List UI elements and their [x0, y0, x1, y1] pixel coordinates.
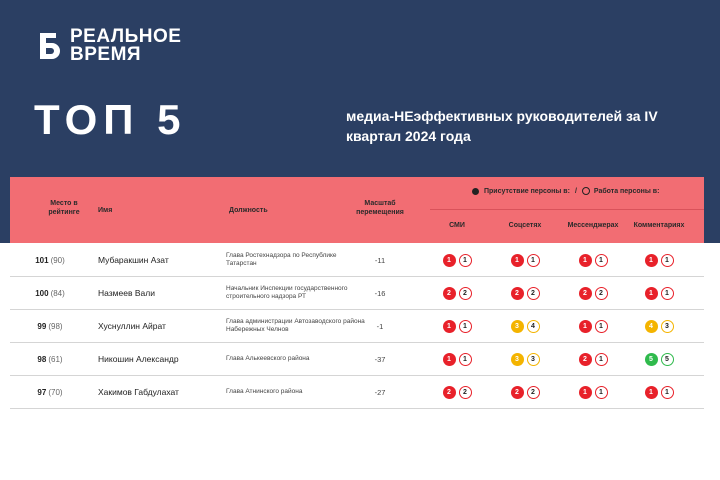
presence-badge: 1 — [645, 254, 658, 267]
col-header-scale: Масштаб перемещения — [356, 200, 404, 216]
work-badge: 1 — [595, 353, 608, 366]
presence-badge: 2 — [511, 386, 524, 399]
work-badge: 1 — [661, 287, 674, 300]
rank-value: 99 — [37, 321, 47, 331]
page-title: ТОП 5 — [34, 96, 187, 143]
person-position: Глава администрации Автозаводского района Набережных Челнов — [226, 318, 365, 333]
smi-cell — [422, 310, 492, 342]
presence-badge: 1 — [443, 353, 456, 366]
person-position: Глава Алькеевского района — [226, 355, 310, 362]
brand-logo-icon — [38, 29, 62, 63]
page-subtitle: медиа-НЕэффективных руководителей за IV квартал 2024 года — [346, 108, 658, 144]
person-name: Назмеев Вали — [98, 288, 155, 298]
presence-badge: 2 — [443, 287, 456, 300]
rank-previous: (61) — [48, 354, 63, 364]
presence-badge: 1 — [579, 386, 592, 399]
work-badge: 1 — [459, 254, 472, 267]
presence-badge: 4 — [645, 320, 658, 333]
presence-badge: 5 — [645, 353, 658, 366]
rank-value: 97 — [37, 387, 47, 397]
messengers-cell — [558, 376, 628, 408]
work-badge: 1 — [459, 320, 472, 333]
rank-cell — [10, 277, 90, 309]
scale-value: -1 — [376, 321, 384, 331]
presence-badge: 1 — [645, 287, 658, 300]
rank-previous: (70) — [48, 387, 63, 397]
rank-previous: (84) — [50, 288, 65, 298]
social-cell — [490, 310, 560, 342]
person-name: Хуснуллин Айрат — [98, 321, 166, 331]
table-row[interactable] — [10, 310, 704, 343]
work-badge: 3 — [527, 353, 540, 366]
work-badge: 1 — [595, 386, 608, 399]
rank-cell — [10, 343, 90, 375]
comments-cell — [624, 310, 694, 342]
smi-cell — [422, 343, 492, 375]
presence-badge: 1 — [443, 254, 456, 267]
smi-cell — [422, 376, 492, 408]
brand-line-2: ВРЕМЯ — [70, 44, 142, 65]
col-header-place: Место в рейтинге — [48, 200, 80, 216]
smi-cell — [422, 244, 492, 276]
presence-badge: 1 — [645, 386, 658, 399]
col-header-comments: Комментариях — [633, 222, 685, 229]
presence-badge: 3 — [511, 320, 524, 333]
comments-cell — [624, 244, 694, 276]
table-row[interactable] — [10, 244, 704, 277]
scale-value: -37 — [374, 354, 386, 364]
messengers-cell — [558, 310, 628, 342]
scale-value: -27 — [374, 387, 386, 397]
scale-value: -16 — [374, 288, 386, 298]
table-row[interactable] — [10, 376, 704, 409]
rank-cell — [10, 376, 90, 408]
brand-line-1: РЕАЛЬНОЕ — [70, 26, 182, 47]
empty-dot-icon — [582, 187, 590, 195]
legend-separator: / — [574, 187, 577, 195]
rank-value: 100 — [35, 288, 49, 298]
rank-value: 101 — [35, 255, 49, 265]
work-badge: 1 — [661, 386, 674, 399]
work-badge: 1 — [595, 320, 608, 333]
presence-badge: 2 — [443, 386, 456, 399]
presence-badge: 1 — [511, 254, 524, 267]
scale-value: -11 — [374, 255, 386, 265]
table-header — [10, 177, 704, 243]
social-cell — [490, 376, 560, 408]
presence-badge: 2 — [579, 353, 592, 366]
presence-badge: 1 — [579, 254, 592, 267]
person-position: Глава Ростехнадзора по Республике Татарстан — [226, 252, 337, 267]
person-name: Мубаракшин Азат — [98, 255, 169, 265]
presence-badge: 1 — [579, 320, 592, 333]
table-row[interactable] — [10, 343, 704, 376]
work-badge: 4 — [527, 320, 540, 333]
presence-badge: 1 — [443, 320, 456, 333]
presence-badge: 3 — [511, 353, 524, 366]
social-cell — [490, 277, 560, 309]
work-badge: 1 — [595, 254, 608, 267]
legend — [472, 187, 659, 195]
messengers-cell — [558, 343, 628, 375]
col-header-social: Соцсетях — [508, 222, 542, 229]
person-position: Начальник Инспекции государственного строительного надзора РТ — [226, 285, 348, 300]
col-header-messengers: Мессенджерах — [567, 222, 619, 229]
rank-cell — [10, 310, 90, 342]
person-name: Никошин Александр — [98, 354, 179, 364]
work-badge: 2 — [527, 386, 540, 399]
smi-cell — [422, 277, 492, 309]
work-badge: 2 — [527, 287, 540, 300]
comments-cell — [624, 277, 694, 309]
col-header-smi: СМИ — [449, 222, 465, 229]
person-position: Глава Атнинского района — [226, 388, 303, 395]
work-badge: 2 — [459, 386, 472, 399]
brand-name — [70, 28, 181, 64]
filled-dot-icon — [472, 188, 479, 195]
col-header-name: Имя — [98, 207, 113, 214]
presence-badge: 2 — [579, 287, 592, 300]
comments-cell — [624, 343, 694, 375]
rank-cell — [10, 244, 90, 276]
work-badge: 2 — [459, 287, 472, 300]
header-divider — [430, 209, 704, 210]
work-badge: 5 — [661, 353, 674, 366]
col-header-position: Должность — [229, 207, 268, 214]
social-cell — [490, 244, 560, 276]
work-badge: 1 — [527, 254, 540, 267]
rank-previous: (90) — [50, 255, 65, 265]
rank-previous: (98) — [48, 321, 63, 331]
table-row[interactable] — [10, 277, 704, 310]
presence-badge: 2 — [511, 287, 524, 300]
person-name: Хакимов Габдулахат — [98, 387, 179, 397]
work-badge: 1 — [459, 353, 472, 366]
messengers-cell — [558, 244, 628, 276]
brand-logo[interactable] — [38, 28, 181, 64]
work-badge: 2 — [595, 287, 608, 300]
social-cell — [490, 343, 560, 375]
work-badge: 1 — [661, 254, 674, 267]
comments-cell — [624, 376, 694, 408]
legend-presence: Присутствие персоны в: — [484, 187, 570, 195]
messengers-cell — [558, 277, 628, 309]
rank-value: 98 — [37, 354, 47, 364]
legend-work: Работа персоны в: — [593, 187, 660, 195]
work-badge: 3 — [661, 320, 674, 333]
table-body — [10, 244, 704, 409]
